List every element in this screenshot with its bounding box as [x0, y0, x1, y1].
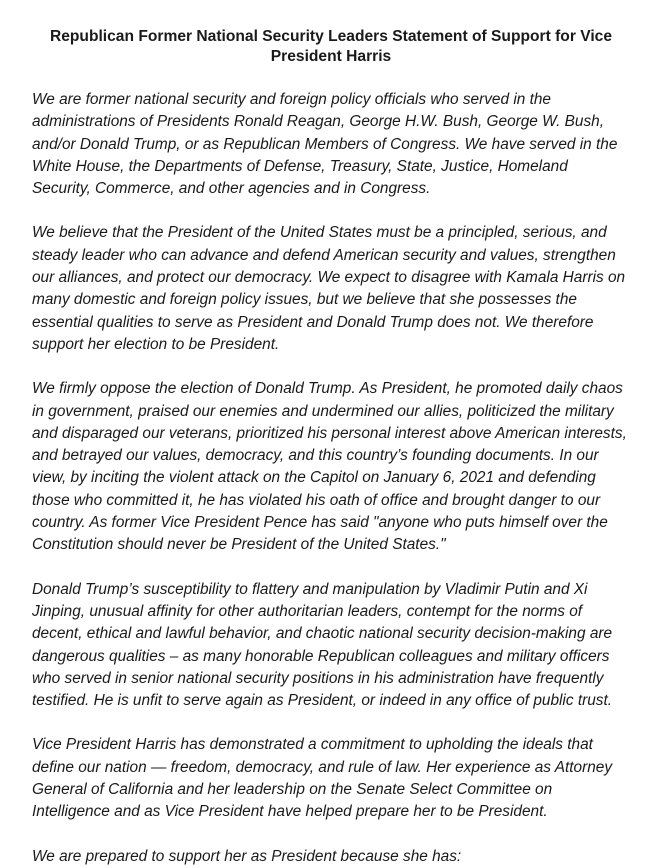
paragraph-trump-qualities: Donald Trump’s susceptibility to flattery and manipulation by Vladimir Putin and Xi Jinping, unusual affinity for other authoritarian leaders, contempt for the norms of decent, ethical and lawful behavior, and chaotic national security decision-making are dangerous qualities – as many honorable Republican colleagues and military officers who served in senior national security positions in his administration have frequently testified. He is unfit to serve again as President, or indeed in any office of public trust.	[32, 580, 613, 710]
paragraph-support-intro: We are prepared to support her as President because she has:	[32, 847, 462, 865]
paragraph-officials: We are former national security and foreign policy officials who served in the administrations of Presidents Ronald Reagan, George H.W. Bush, George W. Bush, and/or Donald Trump, or as Republican Members of Congress. We have served in the White House, the Departments of Defense, Treasury, State, Justice, Homeland Security, Commerce, and other agencies and in Congress.	[32, 91, 618, 198]
paragraph-oppose-trump: We firmly oppose the election of Donald Trump. As President, he promoted daily chaos in government, praised our enemies and undermined our allies, politicized the military and disparaged our veterans, prioritized his personal interest above American interests, and betrayed our values, democracy, and this country’s founding documents. In our view, by inciting the violent attack on the Capitol on January 6, 2021 and defending those who committed it, he has violated his oath of office and brought danger to our country. As former Vice President Pence has said "anyone who puts himself over the Constitution should never be President of the United States."	[32, 380, 627, 554]
paragraph-harris-commitment: Vice President Harris has demonstrated a commitment to upholding the ideals that define our nation — freedom, democracy, and rule of law. Her experience as Attorney General of California and her leadership on the Senate Select Committee on Intelligence and as Vice President have helped prepare her to be President.	[32, 736, 613, 821]
paragraph-beliefs: We believe that the President of the United States must be a principled, serious, and steady leader who can advance and defend American security and values, strengthen our alliances, and protect our democracy. We expect to disagree with Kamala Harris on many domestic and foreign policy issues, but we believe that she possesses the essential qualities to serve as President and Donald Trump does not. We therefore support her election to be President.	[32, 224, 626, 353]
document-title: Republican Former National Security Leaders Statement of Support for Vice President Harris	[49, 28, 613, 65]
